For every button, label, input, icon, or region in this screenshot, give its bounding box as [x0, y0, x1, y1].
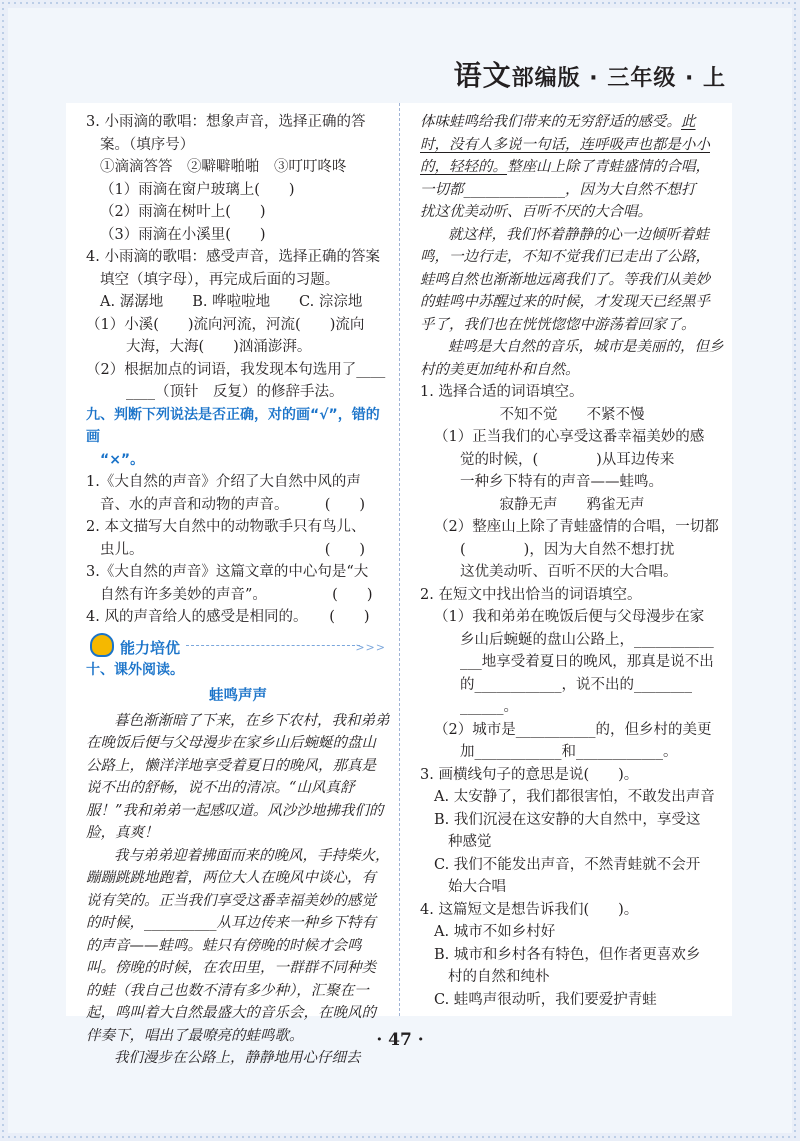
rq1-item-1-cont2: 一种乡下特有的声音——蛙鸣。: [460, 474, 663, 490]
rq4-option-b-cont: 村的自然和纯朴: [448, 969, 550, 985]
underlined-sentence: 时，没有人多说一句话，连呼吸声也都是小小: [420, 136, 710, 153]
right-column: [420, 103, 724, 1011]
rq1-item-2-cont2: 这优美动听、百听不厌的大合唱。: [460, 564, 678, 580]
column-divider: [399, 103, 400, 1016]
rq2-item-2: （2）城市是___________的，但乡村的美更: [434, 721, 712, 738]
rq2-item-1-cont3: 的____________，说不出的________: [460, 676, 692, 693]
q3-options: ①滴滴答答 ②噼噼啪啪 ③叮叮咚咚: [100, 159, 347, 175]
rq3-option-c: C. 我们不能发出声音，不然青蛙就不会开: [434, 856, 701, 873]
rq1-item-2: （2）整座山上除了青蛙盛情的合唱，一切都: [434, 519, 719, 535]
section-9-heading-cont: “×”。: [100, 451, 145, 468]
q4-item-1: （1）小溪( )流向河流，河流( )流向: [86, 316, 365, 333]
judge-item-3: 3.《大自然的声音》这篇文章的中心句是“大: [86, 564, 369, 580]
story-continued-line-1: [420, 111, 724, 134]
q3-text-cont: 案。（填序号）: [100, 136, 195, 153]
story-text: 体味蛙鸣给我们带来的无穷舒适的感受。: [420, 114, 681, 130]
rq2-item-2-cont: 加____________和____________。: [460, 744, 678, 760]
q4-text: 4. 小雨滴的歌唱：感受声音，选择正确的答案: [86, 249, 380, 265]
section-10-heading: 十、课外阅读。: [86, 661, 184, 678]
ability-badge: [90, 633, 180, 660]
q3-text: 3. 小雨滴的歌唱：想象声音，选择正确的答: [86, 114, 366, 130]
story-continued-line-3: [420, 156, 724, 179]
judge-item-2: 2. 本文描写大自然中的动物歌手只有鸟儿、: [86, 519, 366, 535]
banner-dashed-line: [186, 645, 360, 646]
rq1-text: 1. 选择合适的词语填空。: [420, 384, 584, 400]
rq3-option-c-cont: 始大合唱: [448, 879, 506, 895]
story-paragraph-2: 我与弟弟迎着拂面而来的晚风，手持柴火，蹦蹦跳跳地跑着，两位大人在晚风中谈心，有说有笑的。正当我们享受这番幸福美妙的感觉的时候，__________从耳边传来一种乡下特有的声音——蛙鸣。蛙只有傍晚的时候才会鸣叫。傍晚的时候，在农田里，一群群不同种类的蛙（我自己也数不清有多少种），汇聚在一起，鸣叫着大自然最盛大的音乐会，在晚风的伴奏下，唱出了最嘹亮的蛙鸣歌。: [86, 847, 390, 1044]
page-number: · 47 ·: [376, 1030, 424, 1050]
rq2-text: 2. 在短文中找出恰当的词语填空。: [420, 586, 642, 603]
rq1-item-2-cont: ( )，因为大自然不想打扰: [460, 541, 675, 558]
rq1-word-bank-1: 不知不觉 不紧不慢: [499, 406, 645, 423]
rq3-option-a: A. 太安静了，我们都很害怕，不敢发出声音: [434, 789, 715, 805]
story-continued-line-5: 扰这优美动听、百听不厌的大合唱。: [420, 204, 652, 220]
story-paragraph-4: 就这样，我们怀着静静的心一边倾听着蛙鸣，一边行走，不知不觉我们已走出了公路，蛙鸣自然也渐渐地远离我们了。等我们从美妙的蛙鸣中苏醒过来的时候，才发现天已经黑乎乎了，我们也在恍恍惚惚中游荡着回家了。: [420, 226, 710, 333]
rq1-item-1: （1）正当我们的心享受这番幸福美妙的感: [434, 429, 705, 445]
left-column: [86, 103, 390, 1070]
story-paragraph-1: 暮色渐渐暗了下来，在乡下农村，我和弟弟在晚饭后便与父母漫步在家乡山后蜿蜒的盘山公路上，懒洋洋地享受着夏日的晚风，那真是说不出的舒畅，说不出的清凉。“山风真舒服！”我和弟弟一起感叹道。风沙沙地拂我们的脸，真爽！: [86, 712, 390, 841]
underlined-sentence-end: 的，轻轻的。: [420, 159, 507, 175]
section-9-heading: 九、判断下列说法是否正确，对的画“√”，错的画: [86, 406, 380, 445]
chevrons-right-icon: >>>: [355, 640, 386, 654]
story-text: 整座山上除了青蛙盛情的合唱，: [507, 159, 710, 175]
story-title: 蛙鸣声声: [209, 688, 267, 704]
ability-banner: [86, 629, 390, 659]
rq4-option-b: B. 城市和乡村各有特色，但作者更喜欢乡: [434, 946, 701, 963]
header-title: [454, 54, 726, 94]
judge-item-4: 4. 风的声音给人的感受是相同的。 ( ): [86, 609, 370, 625]
header-title-sub: 部编版 · 三年级 · 上: [511, 66, 726, 91]
rq2-item-1: （1）我和弟弟在晚饭后便与父母漫步在家: [434, 609, 705, 625]
rq2-item-1-cont: 乡山后蜿蜒的盘山公路上，___________: [460, 631, 714, 648]
rq1-item-1-cont: 觉的时候，( )从耳边传来: [460, 451, 675, 468]
ability-label: 能力培优: [120, 638, 181, 657]
underlined-sentence-start: 此: [681, 114, 696, 130]
q3-item-1: （1）雨滴在窗户玻璃上( ): [100, 181, 295, 198]
rq1-word-bank-2: 寂静无声 鸦雀无声: [499, 496, 645, 513]
rq3-option-b: B. 我们沉浸在这安静的大自然中，享受这: [434, 811, 701, 828]
q4-item-2: （2）根据加点的词语，我发现本句选用了____: [86, 361, 386, 378]
rq2-item-1-cont2: ___地享受着夏日的晚风，那真是说不出: [460, 654, 714, 670]
judge-item-3-cont: 自然有许多美妙的声音”。 ( ): [100, 586, 373, 603]
story-continued-line-2: [420, 134, 724, 157]
rq4-option-c: C. 蛙鸣声很动听，我们要爱护青蛙: [434, 991, 657, 1008]
story-paragraph-3: 我们漫步在公路上，静静地用心仔细去: [114, 1050, 361, 1066]
judge-item-2-cont: 虫儿。 ( ): [100, 541, 366, 558]
header-title-main: 语文: [453, 59, 512, 92]
q4-options: A. 潺潺地 B. 哗啦啦地 C. 淙淙地: [100, 294, 363, 310]
trophy-icon: [90, 633, 114, 657]
q4-item-1-cont: 大海，大海( )汹涌澎湃。: [126, 339, 312, 355]
judge-item-1: 1.《大自然的声音》介绍了大自然中风的声: [86, 474, 361, 490]
q3-item-3: （3）雨滴在小溪里( ): [100, 226, 266, 243]
q4-item-2-cont: ____（顶针 反复）的修辞手法。: [126, 384, 344, 400]
rq4-option-a: A. 城市不如乡村好: [434, 924, 556, 940]
q4-text-cont: 填空（填字母），再完成后面的习题。: [100, 271, 340, 288]
story-continued-line-4: 一切都______________，因为大自然不想打: [420, 181, 696, 198]
rq3-option-b-cont: 种感觉: [448, 834, 492, 850]
story-paragraph-5: 蛙鸣是大自然的音乐，城市是美丽的，但乡村的美更加纯朴和自然。: [420, 339, 724, 378]
rq3-text: 3. 画横线句子的意思是说( )。: [420, 766, 639, 783]
rq2-item-1-cont4: ______。: [460, 699, 518, 715]
q3-item-2: （2）雨滴在树叶上( ): [100, 204, 266, 220]
judge-item-1-cont: 音、水的声音和动物的声音。 ( ): [100, 496, 366, 513]
rq4-text: 4. 这篇短文是想告诉我们( )。: [420, 901, 639, 918]
